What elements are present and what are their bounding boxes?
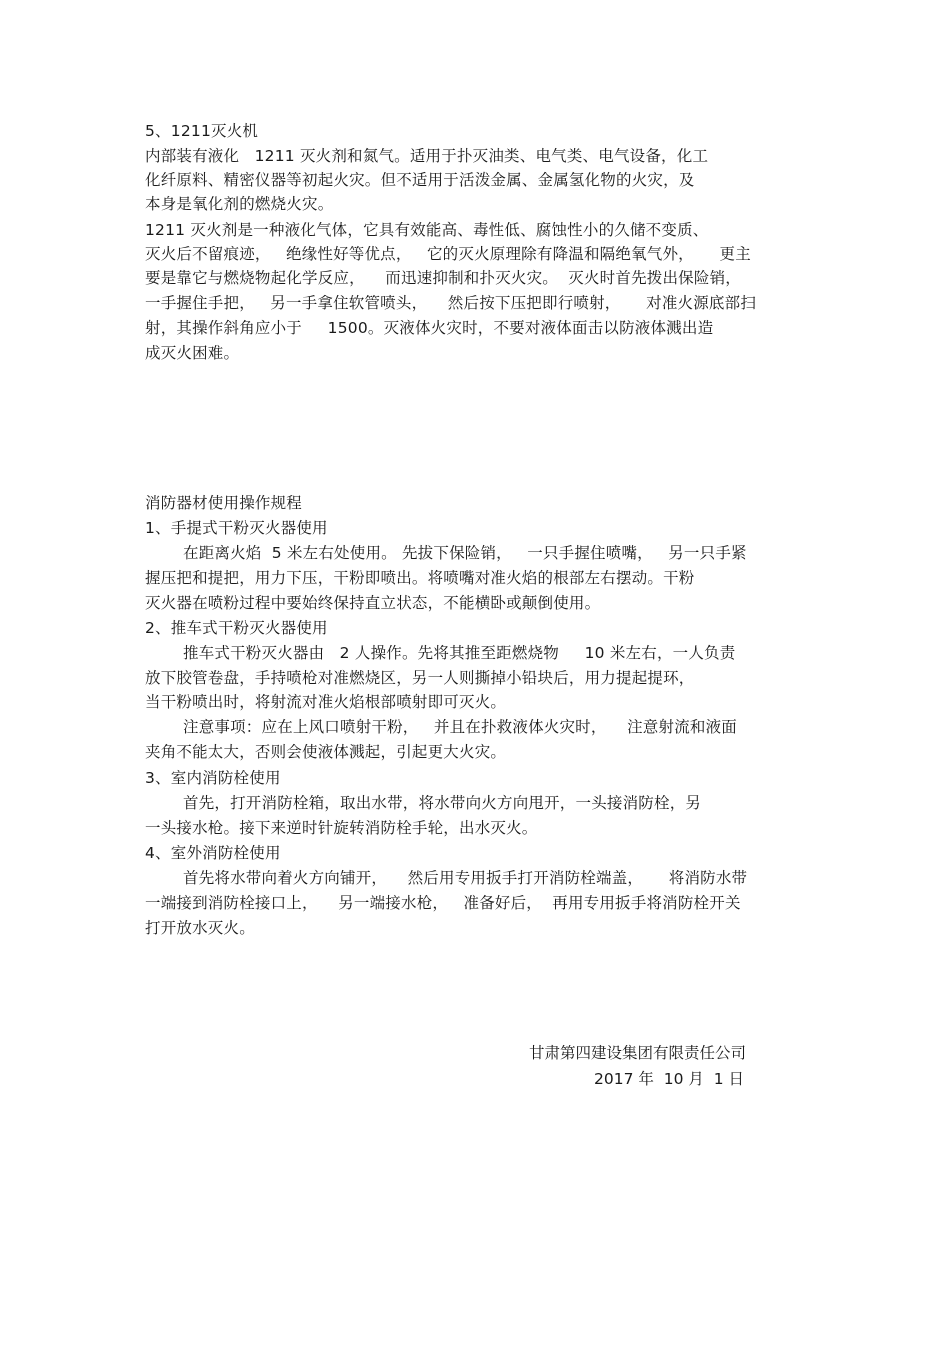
item-2-heading: 2、推车式干粉灭火器使用	[145, 619, 328, 637]
regulations-title: 消防器材使用操作规程	[145, 494, 303, 512]
section-5-line: 灭火后不留痕迹， 绝缘性好等优点， 它的灭火原理除有降温和隔绝氧气外， 更主	[145, 245, 751, 263]
section-5-line: 要是靠它与燃烧物起化学反应， 而迅速抑制和扑灭火灾。 灭火时首先拨出保险销，	[145, 269, 741, 287]
item-1-line: 握压把和提把，用力下压，干粉即喷出。将喷嘴对准火焰的根部左右摆动。干粉	[145, 569, 695, 587]
item-2-note-line: 注意事项：应在上风口喷射干粉， 并且在扑救液体火灾时， 注意射流和液面	[183, 718, 737, 736]
section-5-line: 1211 灭火剂是一种液化气体，它具有效能高、毒性低、腐蚀性小的久储不变质、	[145, 221, 709, 239]
item-3-line: 一头接水枪。接下来逆时针旋转消防栓手轮，出水灭火。	[145, 819, 538, 837]
item-3-heading: 3、室内消防栓使用	[145, 769, 281, 787]
section-5-line: 内部装有液化 1211 灭火剂和氮气。适用于扑灭油类、电气类、电气设备，化工	[145, 147, 709, 165]
section-5-line: 射，其操作斜角应小于 1500。灭液体火灾时，不要对液体面击以防液体溅出造	[145, 319, 714, 337]
item-4-line: 一端接到消防栓接口上， 另一端接水枪， 准备好后， 再用专用扳手将消防栓开关	[145, 894, 741, 912]
item-2-line: 推车式干粉灭火器由 2 人操作。先将其推至距燃烧物 10 米左右，一人负责	[183, 644, 736, 662]
item-2-line: 当干粉喷出时，将射流对准火焰根部喷射即可灭火。	[145, 693, 507, 711]
section-5-heading: 5、1211灭火机	[145, 122, 259, 140]
item-1-heading: 1、手提式干粉灭火器使用	[145, 519, 328, 537]
item-2-note-line: 夹角不能太大，否则会使液体溅起，引起更大火灾。	[145, 743, 507, 761]
item-1-line: 在距离火焰 5 米左右处使用。 先拔下保险销， 一只手握住喷嘴， 另一只手紧	[183, 544, 747, 562]
section-5-line: 一手握住手把， 另一手拿住软管喷头， 然后按下压把即行喷射， 对准火源底部扫	[145, 294, 757, 312]
item-2-line: 放下胶管卷盘，手持喷枪对准燃烧区，另一人则撕掉小铅块后，用力提起提环，	[145, 669, 695, 687]
section-5-line: 化纤原料、精密仪器等初起火灾。但不适用于活泼金属、金属氢化物的火灾，及	[145, 171, 695, 189]
section-5-line: 成灭火困难。	[145, 344, 240, 362]
signature-date: 2017 年 10 月 1 日	[594, 1070, 745, 1088]
section-5-line: 本身是氧化剂的燃烧火灾。	[145, 195, 334, 213]
item-4-line: 首先将水带向着火方向铺开， 然后用专用扳手打开消防栓端盖， 将消防水带	[183, 869, 748, 887]
item-3-line: 首先，打开消防栓箱，取出水带，将水带向火方向甩开，一头接消防栓，另	[183, 794, 702, 812]
item-4-line: 打开放水灭火。	[145, 919, 255, 937]
signature-company: 甘肃第四建设集团有限责任公司	[529, 1044, 747, 1062]
item-1-line: 灭火器在喷粉过程中要始终保持直立状态，不能横卧或颠倒使用。	[145, 594, 601, 612]
item-4-heading: 4、室外消防栓使用	[145, 844, 281, 862]
